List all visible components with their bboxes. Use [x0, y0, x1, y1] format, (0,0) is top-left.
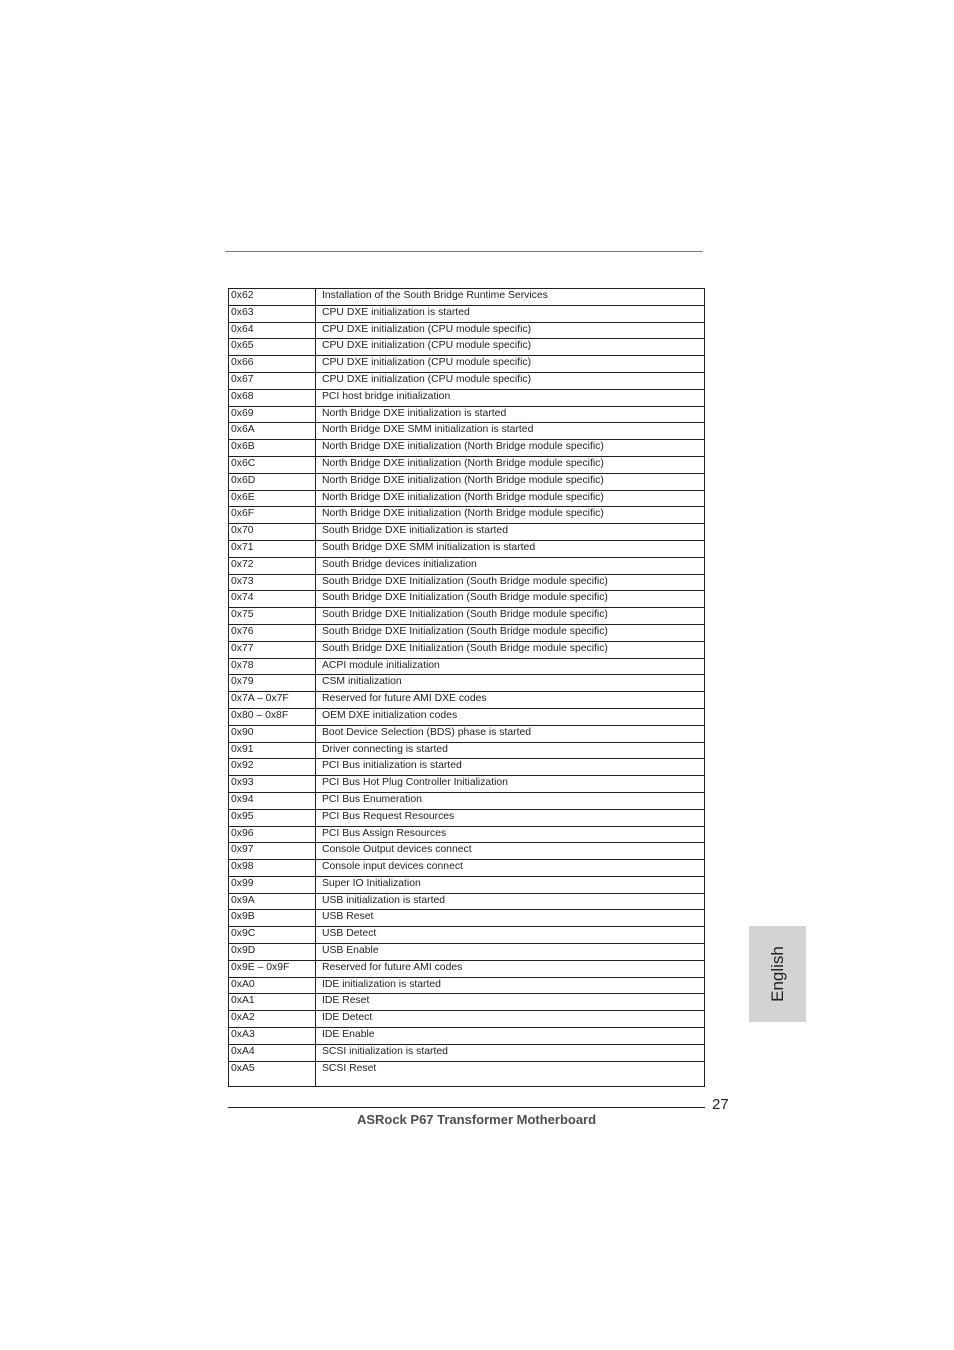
- post-code-cell: 0x67: [229, 372, 316, 389]
- post-code-cell: 0x99: [229, 876, 316, 893]
- post-code-cell: 0x6C: [229, 456, 316, 473]
- table-row: [229, 826, 705, 843]
- post-code-cell: 0x75: [229, 608, 316, 625]
- table-row: [229, 759, 705, 776]
- post-code-cell: 0xA5: [229, 1061, 316, 1086]
- table-row: [229, 658, 705, 675]
- description-cell: North Bridge DXE initialization is started: [316, 406, 705, 423]
- post-code-cell: 0x95: [229, 809, 316, 826]
- post-code-cell: 0x6E: [229, 490, 316, 507]
- description-cell: IDE initialization is started: [316, 977, 705, 994]
- table-row: [229, 473, 705, 490]
- post-code-cell: 0x76: [229, 624, 316, 641]
- post-code-cell: 0x98: [229, 860, 316, 877]
- description-cell: South Bridge DXE SMM initialization is started: [316, 540, 705, 557]
- table-row: [229, 692, 705, 709]
- description-cell: PCI Bus initialization is started: [316, 759, 705, 776]
- table-row: [229, 574, 705, 591]
- post-code-cell: 0x9E – 0x9F: [229, 960, 316, 977]
- table-row: [229, 1011, 705, 1028]
- post-code-cell: 0x62: [229, 289, 316, 306]
- table-row: [229, 1028, 705, 1045]
- description-cell: South Bridge DXE Initialization (South Bridge module specific): [316, 591, 705, 608]
- post-code-cell: 0x93: [229, 776, 316, 793]
- post-code-cell: 0x92: [229, 759, 316, 776]
- description-cell: ACPI module initialization: [316, 658, 705, 675]
- table-row: [229, 372, 705, 389]
- post-code-cell: 0x78: [229, 658, 316, 675]
- table-row: [229, 994, 705, 1011]
- table-row: [229, 893, 705, 910]
- post-code-cell: 0x9D: [229, 944, 316, 961]
- description-cell: USB Enable: [316, 944, 705, 961]
- table-row: [229, 507, 705, 524]
- description-cell: South Bridge DXE Initialization (South Bridge module specific): [316, 574, 705, 591]
- table-row: [229, 339, 705, 356]
- post-code-cell: 0xA0: [229, 977, 316, 994]
- description-cell: North Bridge DXE initialization (North Bridge module specific): [316, 473, 705, 490]
- table-row: [229, 591, 705, 608]
- footer-divider: [228, 1107, 705, 1108]
- post-code-cell: 0x66: [229, 356, 316, 373]
- table-row: [229, 944, 705, 961]
- table-row: [229, 809, 705, 826]
- post-code-table: [228, 288, 705, 1087]
- table-row: [229, 406, 705, 423]
- post-code-cell: 0x97: [229, 843, 316, 860]
- post-code-cell: 0x63: [229, 305, 316, 322]
- table-row: [229, 675, 705, 692]
- post-code-cell: 0x72: [229, 557, 316, 574]
- description-cell: South Bridge DXE Initialization (South Bridge module specific): [316, 624, 705, 641]
- footer-title: ASRock P67 Transformer Motherboard: [356, 1112, 597, 1127]
- description-cell: Boot Device Selection (BDS) phase is started: [316, 725, 705, 742]
- description-cell: Super IO Initialization: [316, 876, 705, 893]
- table-row: [229, 356, 705, 373]
- post-code-cell: 0x77: [229, 641, 316, 658]
- table-row: [229, 289, 705, 306]
- description-cell: USB initialization is started: [316, 893, 705, 910]
- description-cell: CSM initialization: [316, 675, 705, 692]
- table-row: [229, 860, 705, 877]
- post-code-cell: 0x96: [229, 826, 316, 843]
- description-cell: SCSI initialization is started: [316, 1044, 705, 1061]
- post-code-table-body: [229, 289, 705, 1087]
- post-code-cell: 0x70: [229, 524, 316, 541]
- language-tab: [749, 926, 806, 1022]
- table-row: [229, 641, 705, 658]
- table-row: [229, 910, 705, 927]
- post-code-cell: 0x6D: [229, 473, 316, 490]
- description-cell: Console Output devices connect: [316, 843, 705, 860]
- table-row: [229, 456, 705, 473]
- post-code-cell: 0xA2: [229, 1011, 316, 1028]
- description-cell: IDE Detect: [316, 1011, 705, 1028]
- post-code-cell: 0x68: [229, 389, 316, 406]
- description-cell: South Bridge DXE Initialization (South Bridge module specific): [316, 608, 705, 625]
- post-code-cell: 0x7A – 0x7F: [229, 692, 316, 709]
- post-code-cell: 0x73: [229, 574, 316, 591]
- post-code-cell: 0xA3: [229, 1028, 316, 1045]
- post-code-cell: 0x90: [229, 725, 316, 742]
- description-cell: Console input devices connect: [316, 860, 705, 877]
- description-cell: CPU DXE initialization (CPU module specific): [316, 339, 705, 356]
- description-cell: USB Reset: [316, 910, 705, 927]
- description-cell: North Bridge DXE initialization (North Bridge module specific): [316, 456, 705, 473]
- post-code-cell: 0x71: [229, 540, 316, 557]
- post-code-cell: 0x69: [229, 406, 316, 423]
- description-cell: SCSI Reset: [316, 1061, 705, 1086]
- language-tab-label: English: [767, 946, 787, 1002]
- post-code-cell: 0x9A: [229, 893, 316, 910]
- top-divider: [225, 251, 703, 252]
- description-cell: CPU DXE initialization (CPU module specific): [316, 322, 705, 339]
- table-row: [229, 322, 705, 339]
- description-cell: PCI Bus Assign Resources: [316, 826, 705, 843]
- table-row: [229, 977, 705, 994]
- description-cell: South Bridge DXE Initialization (South Bridge module specific): [316, 641, 705, 658]
- table-row: [229, 1044, 705, 1061]
- description-cell: PCI host bridge initialization: [316, 389, 705, 406]
- table-row: [229, 792, 705, 809]
- description-cell: North Bridge DXE SMM initialization is started: [316, 423, 705, 440]
- table-row: [229, 524, 705, 541]
- table-row: [229, 305, 705, 322]
- table-row: [229, 557, 705, 574]
- post-code-cell: 0xA1: [229, 994, 316, 1011]
- table-row: [229, 490, 705, 507]
- post-code-cell: 0x80 – 0x8F: [229, 708, 316, 725]
- post-code-cell: 0x64: [229, 322, 316, 339]
- post-code-cell: 0x6B: [229, 440, 316, 457]
- table-row: [229, 742, 705, 759]
- description-cell: CPU DXE initialization (CPU module specific): [316, 356, 705, 373]
- table-row: [229, 708, 705, 725]
- table-row: [229, 389, 705, 406]
- description-cell: IDE Enable: [316, 1028, 705, 1045]
- table-row: [229, 725, 705, 742]
- description-cell: OEM DXE initialization codes: [316, 708, 705, 725]
- description-cell: PCI Bus Enumeration: [316, 792, 705, 809]
- table-row: [229, 1061, 705, 1086]
- description-cell: CPU DXE initialization (CPU module specific): [316, 372, 705, 389]
- post-code-cell: 0x91: [229, 742, 316, 759]
- page-number: 27: [712, 1096, 729, 1113]
- post-code-cell: 0x79: [229, 675, 316, 692]
- description-cell: North Bridge DXE initialization (North Bridge module specific): [316, 490, 705, 507]
- table-row: [229, 540, 705, 557]
- description-cell: Reserved for future AMI DXE codes: [316, 692, 705, 709]
- table-row: [229, 608, 705, 625]
- table-row: [229, 423, 705, 440]
- post-code-cell: 0x9B: [229, 910, 316, 927]
- post-code-cell: 0x6A: [229, 423, 316, 440]
- description-cell: PCI Bus Request Resources: [316, 809, 705, 826]
- table-row: [229, 876, 705, 893]
- post-code-cell: 0x65: [229, 339, 316, 356]
- description-cell: USB Detect: [316, 927, 705, 944]
- description-cell: CPU DXE initialization is started: [316, 305, 705, 322]
- description-cell: South Bridge DXE initialization is started: [316, 524, 705, 541]
- description-cell: South Bridge devices initialization: [316, 557, 705, 574]
- post-code-cell: 0x6F: [229, 507, 316, 524]
- table-row: [229, 960, 705, 977]
- table-row: [229, 843, 705, 860]
- post-code-cell: 0x9C: [229, 927, 316, 944]
- description-cell: PCI Bus Hot Plug Controller Initialization: [316, 776, 705, 793]
- description-cell: Driver connecting is started: [316, 742, 705, 759]
- description-cell: North Bridge DXE initialization (North Bridge module specific): [316, 440, 705, 457]
- post-code-cell: 0xA4: [229, 1044, 316, 1061]
- table-row: [229, 776, 705, 793]
- description-cell: North Bridge DXE initialization (North Bridge module specific): [316, 507, 705, 524]
- table-row: [229, 927, 705, 944]
- post-code-cell: 0x94: [229, 792, 316, 809]
- post-code-cell: 0x74: [229, 591, 316, 608]
- description-cell: Installation of the South Bridge Runtime Services: [316, 289, 705, 306]
- description-cell: IDE Reset: [316, 994, 705, 1011]
- table-row: [229, 624, 705, 641]
- table-row: [229, 440, 705, 457]
- description-cell: Reserved for future AMI codes: [316, 960, 705, 977]
